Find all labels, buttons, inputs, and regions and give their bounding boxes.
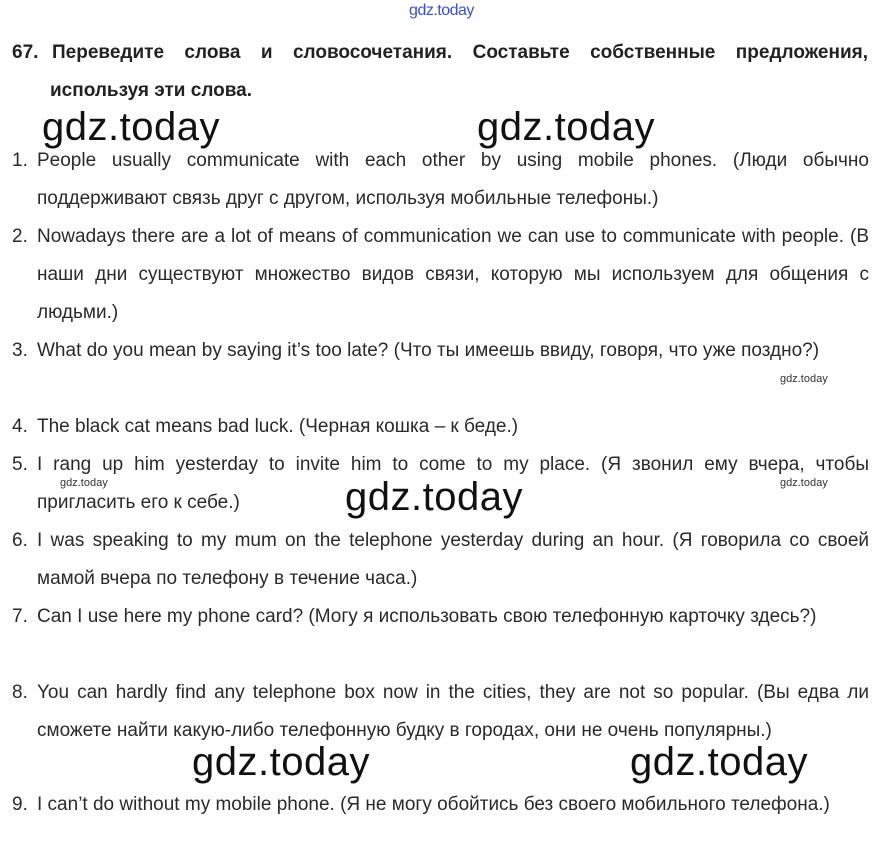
item-text: What do you mean by saying it’s too late? (Что ты имеешь ввиду, говоря, что уже поздно?) xyxy=(37,340,820,361)
item-text: Nowadays there are a lot of means of communication we can use to communicate with people. (В наши дни существуют множество видов связи, которую мы используем для общения с людьми.) xyxy=(37,226,869,323)
list-item xyxy=(12,218,869,332)
list-item xyxy=(12,786,869,824)
item-number: 7. xyxy=(12,606,28,627)
watermark-large: gdz.today xyxy=(477,105,655,149)
item-text: You can hardly find any telephone box now in the cities, they are not so popular. (Вы едва ли сможете найти какую-либо телефонную будку в городах, они не очень популярны.) xyxy=(37,682,869,741)
list-item xyxy=(12,332,869,370)
item-text: I can’t do without my mobile phone. (Я не могу обойтись без своего мобильного телефона.) xyxy=(37,794,830,815)
watermark-large: gdz.today xyxy=(42,105,220,149)
item-text: I was speaking to my mum on the telephone yesterday during an hour. (Я говорила со своей мамой вчера по телефону в течение часа.) xyxy=(37,530,869,589)
watermark-small: gdz.today xyxy=(780,373,828,385)
item-text: People usually communicate with each other by using mobile phones. (Люди обычно поддерживают связь друг с другом, используя мобильные телефоны.) xyxy=(37,150,869,209)
list-item xyxy=(12,142,869,218)
item-text: I rang up him yesterday to invite him to come to my place. (Я звонил ему вчера, чтобы пригласить его к себе.) xyxy=(37,454,869,513)
task-number: 67. xyxy=(12,42,39,63)
item-text: The black cat means bad luck. (Черная кошка – к беде.) xyxy=(37,416,519,437)
list-item xyxy=(12,598,869,636)
item-number: 6. xyxy=(12,530,28,551)
task-instructions: Переведите слова и словосочетания. Составьте собственные предложения, используя эти слова. xyxy=(50,42,868,101)
list-item xyxy=(12,408,869,446)
watermark-small: gdz.today xyxy=(60,477,108,489)
watermark-small: gdz.today xyxy=(780,477,828,489)
watermark-large: gdz.today xyxy=(192,740,370,784)
list-item xyxy=(12,522,869,598)
item-number: 5. xyxy=(12,454,28,475)
item-number: 3. xyxy=(12,340,28,361)
item-number: 1. xyxy=(12,150,28,171)
task-heading xyxy=(12,34,868,110)
watermark-top: gdz.today xyxy=(409,2,474,19)
list-item xyxy=(12,674,869,750)
item-number: 9. xyxy=(12,794,28,815)
watermark-large: gdz.today xyxy=(630,740,808,784)
watermark-large: gdz.today xyxy=(345,475,523,519)
item-text: Can I use here my phone card? (Могу я использовать свою телефонную карточку здесь?) xyxy=(37,606,817,627)
item-number: 8. xyxy=(12,682,28,703)
item-number: 4. xyxy=(12,416,28,437)
item-number: 2. xyxy=(12,226,28,247)
